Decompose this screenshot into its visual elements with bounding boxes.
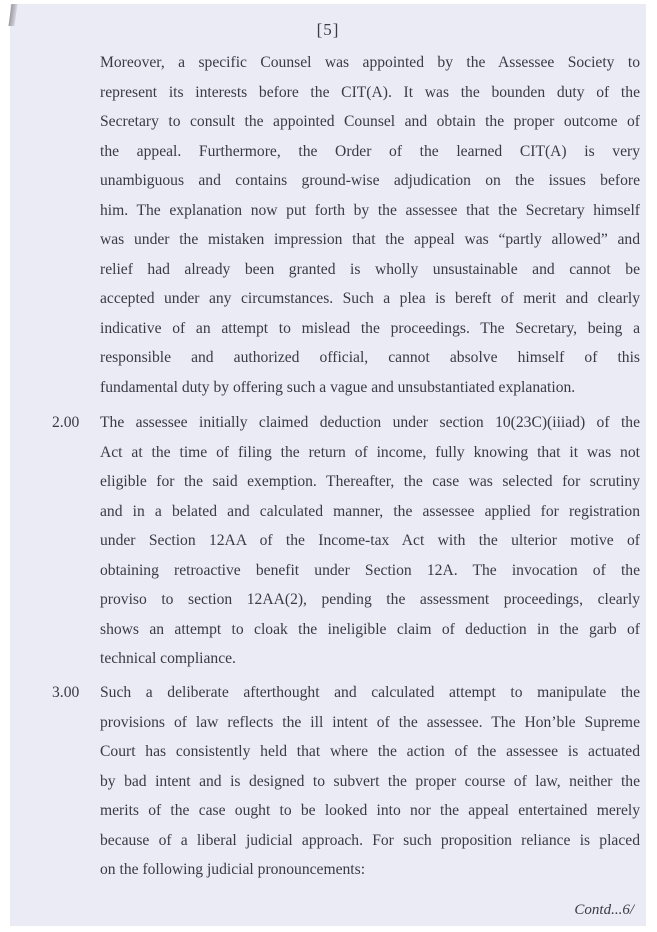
text-line: proviso to section 12AA(2), pending the assessment proceedings, clearly (100, 591, 640, 608)
text-line: Court has consistently held that where the action of the assessee is actuated (100, 743, 640, 760)
text-line: and in a belated and calculated manner, the assessee applied for registration (100, 502, 640, 520)
text-line: Act at the time of filing the return of income, fully knowing that it was not (100, 443, 640, 461)
text-line: obtaining retroactive benefit under Section 12A. The invocation of the (100, 561, 640, 579)
text-line: merits of the case ought to be looked into nor the appeal entertained merely (100, 802, 640, 819)
text-line: provisions of law reflects the ill intent of the assessee. The Hon’ble Supreme (100, 713, 640, 731)
text-line: the appeal. Furthermore, the Order of the learned CIT(A) is very (100, 142, 640, 160)
text-line: under Section 12AA of the Income-tax Act with the ulterior motive of (100, 532, 640, 549)
text-line: accepted under any circumstances. Such a plea is bereft of merit and clearly (100, 290, 640, 307)
text-line: Moreover, a specific Counsel was appointed by the Assessee Society to (100, 54, 640, 71)
text-line: because of a liberal judicial approach. For such proposition reliance is placed (100, 831, 640, 849)
text-line: eligible for the said exemption. Thereafter, the case was selected for scrutiny (100, 473, 640, 490)
text-line: him. The explanation now put forth by the assessee that the Secretary himself (100, 201, 640, 219)
paragraph-2 (52, 408, 640, 674)
text-line: Secretary to consult the appointed Counsel and obtain the proper outcome of (100, 113, 640, 130)
text-line: unambiguous and contains ground-wise adjudication on the issues before (100, 172, 640, 189)
text-line: fundamental duty by offering such a vague and unsubstantiated explanation. (100, 378, 576, 396)
continuation-note: Contd...6/ (574, 902, 634, 918)
paragraph-continued (100, 48, 640, 402)
text-line: Such a deliberate afterthought and calculated attempt to manipulate the (100, 684, 640, 701)
document-page (10, 4, 646, 926)
text-line: on the following judicial pronouncements: (100, 861, 366, 878)
text-line: The assessee initially claimed deduction under section 10(23C)(iiiad) of the (100, 414, 640, 431)
text-line: responsible and authorized official, cannot absolve himself of this (100, 349, 640, 366)
text-line: shows an attempt to cloak the ineligible claim of deduction in the garb of (100, 620, 640, 638)
paragraph-number: 3.00 (52, 684, 80, 701)
paragraph-3 (52, 678, 640, 885)
text-line: indicative of an attempt to mislead the proceedings. The Secretary, being a (100, 319, 640, 337)
page-number: [5] (316, 20, 340, 39)
text-line: technical compliance. (100, 650, 236, 667)
paragraph-number: 2.00 (52, 414, 80, 431)
text-line: was under the mistaken impression that the appeal was “partly allowed” and (100, 231, 640, 248)
text-line: relief had already been granted is wholly unsustainable and cannot be (100, 260, 640, 278)
text-line: represent its interests before the CIT(A). It was the bounden duty of the (100, 83, 640, 101)
text-line: by bad intent and is designed to subvert the proper course of law, neither the (100, 772, 640, 790)
